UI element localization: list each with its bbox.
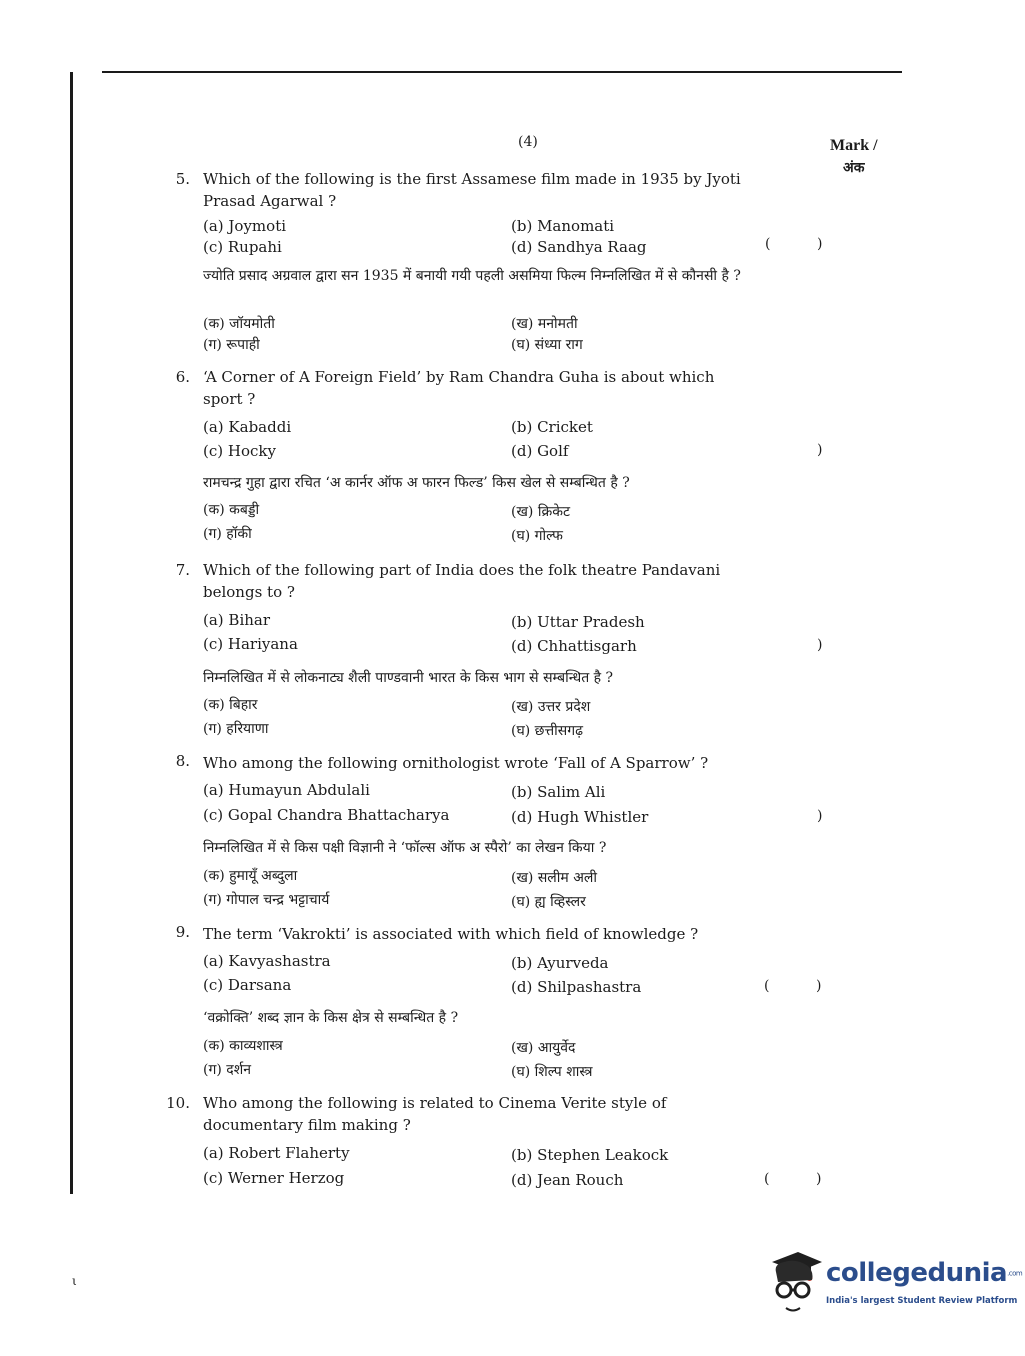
option-b: (b) Uttar Pradesh bbox=[511, 613, 645, 631]
option-b: (b) Salim Ali bbox=[511, 783, 606, 801]
option-c: (c) Hariyana bbox=[203, 635, 298, 653]
question-text: Who among the following ornithologist wrote ‘Fall of A Sparrow’ ? bbox=[203, 754, 709, 772]
hindi-option-d: (घ) शिल्प शास्त्र bbox=[511, 1064, 593, 1080]
hindi-option-d: (घ) छत्तीसगढ़ bbox=[511, 723, 583, 739]
option-c: (c) Werner Herzog bbox=[203, 1169, 345, 1187]
hindi-option-c: (ग) हरियाणा bbox=[203, 721, 269, 737]
option-b: (b) Stephen Leakock bbox=[511, 1146, 669, 1164]
option-a: (a) Kavyashastra bbox=[203, 952, 331, 970]
option-d: (d) Hugh Whistler bbox=[511, 808, 649, 826]
hindi-option-b: (ख) सलीम अली bbox=[511, 870, 598, 886]
question-text: ‘A Corner of A Foreign Field’ by Ram Chandra Guha is about which sport ? bbox=[203, 368, 715, 408]
page-number: (4) bbox=[518, 134, 538, 150]
answer-bracket-open: ( bbox=[764, 978, 770, 994]
question-text-hindi: निम्नलिखित में से किस पक्षी विज्ञानी ने ‘फॉल्स ऑफ अ स्पैरो’ का लेखन किया ? bbox=[203, 840, 607, 856]
top-rule bbox=[102, 71, 902, 73]
answer-bracket-close: ) bbox=[816, 1171, 822, 1187]
corner-mark: ι bbox=[72, 1274, 77, 1288]
hindi-option-a: (क) काव्यशास्त्र bbox=[203, 1038, 283, 1054]
question-number: 5. bbox=[175, 170, 190, 188]
answer-bracket-open: ( bbox=[765, 236, 771, 252]
logo-name: collegedunia bbox=[826, 1258, 1008, 1288]
question-text: Which of the following part of India does the folk theatre Pandavani belongs to ? bbox=[203, 561, 721, 601]
hindi-option-c: (ग) रूपाही bbox=[203, 337, 260, 353]
mark-label: Mark / bbox=[830, 137, 878, 154]
answer-bracket-close: ) bbox=[817, 236, 823, 252]
hindi-option-c: (ग) गोपाल चन्द्र भट्टाचार्य bbox=[203, 892, 330, 908]
hindi-option-a: (क) जॉयमोती bbox=[203, 316, 275, 332]
logo-tagline: India's largest Student Review Platform bbox=[826, 1296, 1018, 1306]
hindi-option-b: (ख) उत्तर प्रदेश bbox=[511, 699, 591, 715]
hindi-option-d: (घ) ह्य व्हिस्लर bbox=[511, 894, 586, 910]
option-d: (d) Shilpashastra bbox=[511, 978, 642, 996]
collegedunia-logo bbox=[768, 1250, 1023, 1318]
question-text-hindi: निम्नलिखित में से लोकनाट्य शैली पाण्डवानी भारत के किस भाग से सम्बन्धित है ? bbox=[203, 670, 614, 686]
option-b: (b) Ayurveda bbox=[511, 954, 609, 972]
option-a: (a) Joymoti bbox=[203, 217, 287, 235]
question-text: Who among the following is related to Cinema Verite style of documentary film making ? bbox=[203, 1094, 667, 1134]
question-text-hindi: ‘वक्रोक्ति’ शब्द ज्ञान के किस क्षेत्र से सम्बन्धित है ? bbox=[203, 1010, 459, 1026]
hindi-option-c: (ग) दर्शन bbox=[203, 1062, 251, 1078]
hindi-option-a: (क) बिहार bbox=[203, 697, 258, 713]
hindi-option-a: (क) कबड्डी bbox=[203, 502, 260, 518]
question-number: 7. bbox=[175, 561, 190, 579]
question-number: 6. bbox=[175, 368, 190, 386]
left-margin-rule bbox=[70, 72, 73, 1194]
hindi-option-a: (क) हुमायूँ अब्दुला bbox=[203, 868, 298, 884]
question-text-hindi: ज्योति प्रसाद अग्रवाल द्वारा सन 1935 में बनायी गयी पहली असमिया फिल्म निम्नलिखित में से कौनसी है ? bbox=[203, 268, 741, 284]
hindi-option-d: (घ) संध्या राग bbox=[511, 337, 583, 353]
hindi-option-b: (ख) क्रिकेट bbox=[511, 504, 571, 520]
hindi-option-c: (ग) हॉकी bbox=[203, 526, 252, 542]
option-a: (a) Bihar bbox=[203, 611, 271, 629]
logo-suffix: .com bbox=[1007, 1269, 1023, 1278]
answer-bracket-close: ) bbox=[816, 978, 822, 994]
option-d: (d) Golf bbox=[511, 442, 569, 460]
answer-bracket-open: ( bbox=[764, 1171, 770, 1187]
hindi-option-b: (ख) आयुर्वेद bbox=[511, 1040, 576, 1056]
option-b: (b) Cricket bbox=[511, 418, 593, 436]
question-text: The term ‘Vakrokti’ is associated with which field of knowledge ? bbox=[203, 925, 699, 943]
option-b: (b) Manomati bbox=[511, 217, 615, 235]
option-c: (c) Gopal Chandra Bhattacharya bbox=[203, 806, 450, 824]
answer-bracket-close: ) bbox=[817, 637, 823, 653]
logo-wordmark bbox=[826, 1258, 1022, 1288]
option-d: (d) Jean Rouch bbox=[511, 1171, 624, 1189]
question-text-hindi: रामचन्द्र गुहा द्वारा रचित ‘अ कार्नर ऑफ अ फारन फिल्ड’ किस खेल से सम्बन्धित है ? bbox=[203, 475, 630, 491]
question-number: 9. bbox=[175, 923, 190, 941]
option-d: (d) Chhattisgarh bbox=[511, 637, 637, 655]
hindi-option-b: (ख) मनोमती bbox=[511, 316, 578, 332]
question-number: 8. bbox=[175, 752, 190, 770]
option-a: (a) Kabaddi bbox=[203, 418, 292, 436]
answer-bracket-close: ) bbox=[817, 808, 823, 824]
graduate-mascot-icon bbox=[768, 1250, 824, 1318]
option-a: (a) Robert Flaherty bbox=[203, 1144, 350, 1162]
option-a: (a) Humayun Abdulali bbox=[203, 781, 370, 799]
question-text: Which of the following is the first Assamese film made in 1935 by Jyoti Prasad Agarwal ? bbox=[203, 170, 741, 210]
hindi-option-d: (घ) गोल्फ bbox=[511, 528, 563, 544]
option-d: (d) Sandhya Raag bbox=[511, 238, 647, 256]
option-c: (c) Darsana bbox=[203, 976, 292, 994]
answer-bracket-close: ) bbox=[817, 442, 823, 458]
option-c: (c) Rupahi bbox=[203, 238, 282, 256]
option-c: (c) Hocky bbox=[203, 442, 276, 460]
question-number: 10. bbox=[166, 1094, 190, 1112]
mark-label-hindi: अंक bbox=[843, 160, 865, 176]
